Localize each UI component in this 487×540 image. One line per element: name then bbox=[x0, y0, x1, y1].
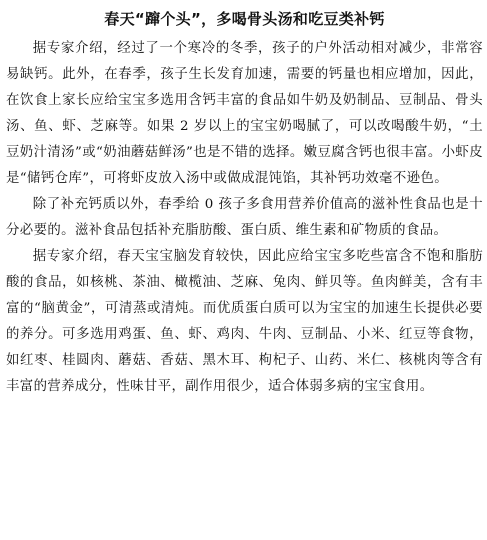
paragraph-calcium-intro: 据专家介绍，经过了一个寒冷的冬季，孩子的户外活动相对减少，非常容易缺钙。此外，在春季，孩子生长发育加速，需要的钙量也相应增加，因此，在饮食上家长应给宝宝多选用含钙丰富的食品如牛奶及奶制品、豆制品、骨头汤、鱼、虾、芝麻等。如果 2 岁以上的宝宝奶喝腻了，可以改喝酸牛奶，“土豆奶汁清汤”或“奶油蘑菇鲜汤”也是不错的选择。嫩豆腐含钙也很丰富。小虾皮是“储钙仓库”，可将虾皮放入汤中或做成混饨馅，其补钙功效毫不逊色。 bbox=[6, 41, 483, 186]
article-title: 春天“蹿个头”，多喝骨头汤和吃豆类补钙 bbox=[104, 10, 385, 28]
paragraph-nourishing-foods: 除了补充钙质以外，春季给 0 孩子多食用营养价值高的滋补性食品也是十分必要的。滋补食品包括补充脂肪酸、蛋白质、维生素和矿物质的食品。 bbox=[6, 197, 483, 238]
paragraph-brain-development: 据专家介绍，春天宝宝脑发育较快，因此应给宝宝多吃些富含不饱和脂肪酸的食品，如核桃、茶油、橄榄油、芝麻、兔肉、鲜贝等。鱼肉鲜美，含有丰富的“脑黄金”，可清蒸或清炖。而优质蛋白质可以为宝宝的加速生长提供必要的养分。可多选用鸡蛋、鱼、虾、鸡肉、牛肉、豆制品、小米、红豆等食物，如红枣、桂圆肉、蘑菇、香菇、黑木耳、枸杞子、山药、米仁、核桃肉等含有丰富的营养成分，性味甘平，副作用很少，适合体弱多病的宝宝食用。 bbox=[6, 249, 483, 394]
